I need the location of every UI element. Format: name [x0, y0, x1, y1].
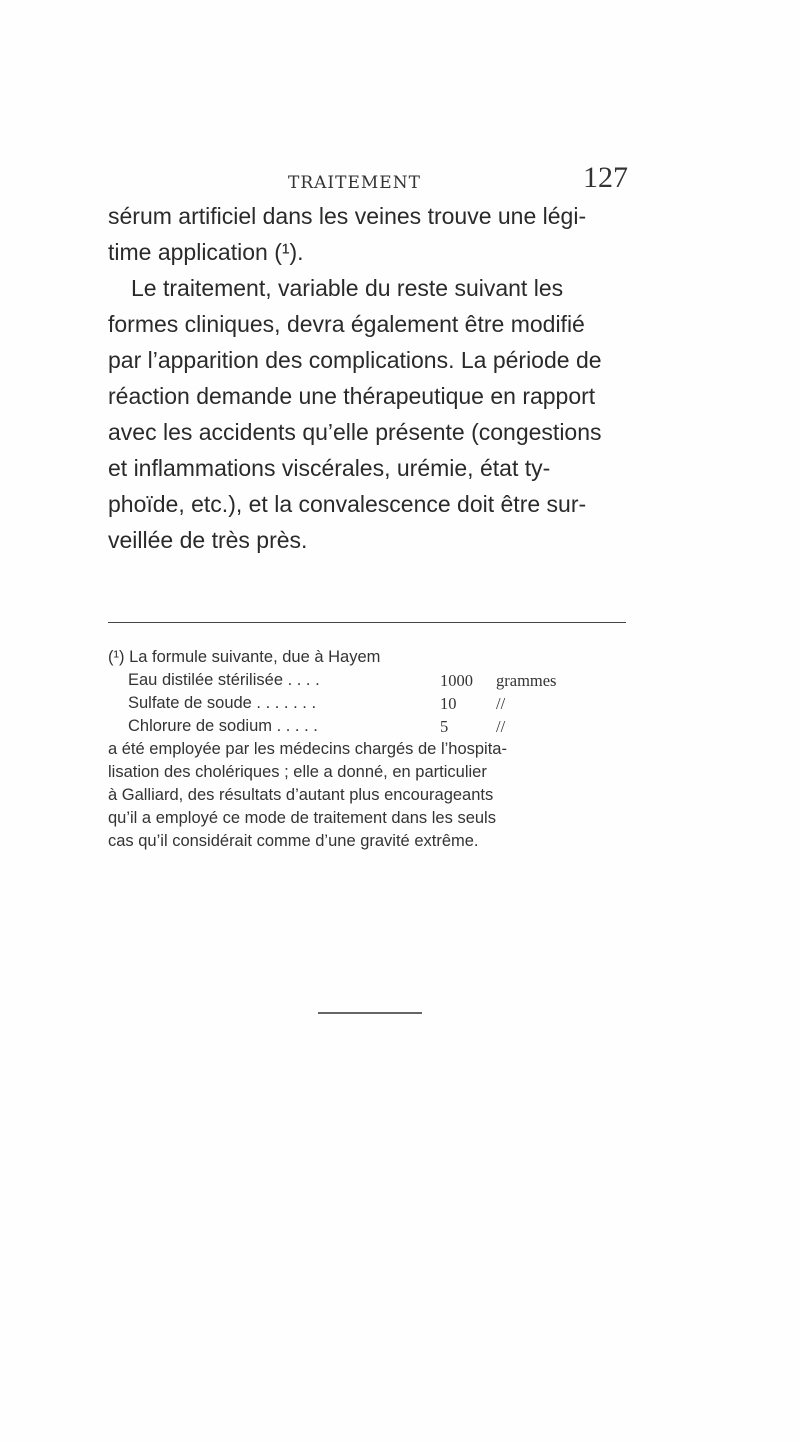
- body-line: et inflammations viscérales, urémie, état ty-: [108, 455, 551, 481]
- recipe-ingredient: Sulfate de soude . . . . . . .: [128, 694, 317, 712]
- footnote-line: a été employée par les médecins chargés de l’hospita-: [108, 740, 507, 758]
- body-line: Le traitement, variable du reste suivant les: [131, 275, 564, 301]
- body-line: time application (¹).: [108, 239, 304, 265]
- body-line: réaction demande une thérapeutique en rapport: [108, 383, 596, 409]
- page-number: 127: [583, 161, 628, 194]
- recipe-unit: //: [496, 694, 506, 713]
- recipe-row: [108, 715, 638, 738]
- recipe-row: [108, 669, 638, 692]
- body-line: sérum artificiel dans les veines trouve une légi-: [108, 203, 587, 229]
- footnote-line: qu’il a employé ce mode de traitement dans les seuls: [108, 809, 496, 827]
- recipe-row: [108, 692, 638, 715]
- footnote-line: cas qu’il considérait comme d’une gravité extrême.: [108, 832, 479, 850]
- body-line: par l’apparition des complications. La période de: [108, 347, 602, 373]
- body-line: formes cliniques, devra également être modifié: [108, 311, 585, 337]
- footnote-line: à Galliard, des résultats d’autant plus encourageants: [108, 786, 494, 804]
- body-line: avec les accidents qu’elle présente (congestions: [108, 419, 602, 445]
- recipe-ingredient: Chlorure de sodium . . . . .: [128, 717, 318, 735]
- footnote-separator: [108, 622, 626, 623]
- recipe-quantity: 1000: [440, 671, 473, 690]
- body-text: [108, 198, 630, 558]
- running-head: TRAITEMENT: [288, 173, 421, 193]
- recipe-unit: grammes: [496, 671, 557, 690]
- recipe-quantity: 5: [440, 717, 449, 736]
- recipe-quantity: 10: [440, 694, 457, 713]
- recipe-ingredient: Eau distilée stérilisée . . . .: [128, 671, 320, 689]
- recipe-unit: //: [496, 717, 506, 736]
- ornament-rule: [318, 1012, 422, 1014]
- footnote-intro: (¹) La formule suivante, due à Hayem: [108, 648, 381, 666]
- body-line: veillée de très près.: [108, 527, 308, 553]
- body-line: phoïde, etc.), et la convalescence doit être sur-: [108, 491, 587, 517]
- footnote-line: lisation des cholériques ; elle a donné, en particulier: [108, 763, 487, 781]
- footnote: [108, 646, 638, 853]
